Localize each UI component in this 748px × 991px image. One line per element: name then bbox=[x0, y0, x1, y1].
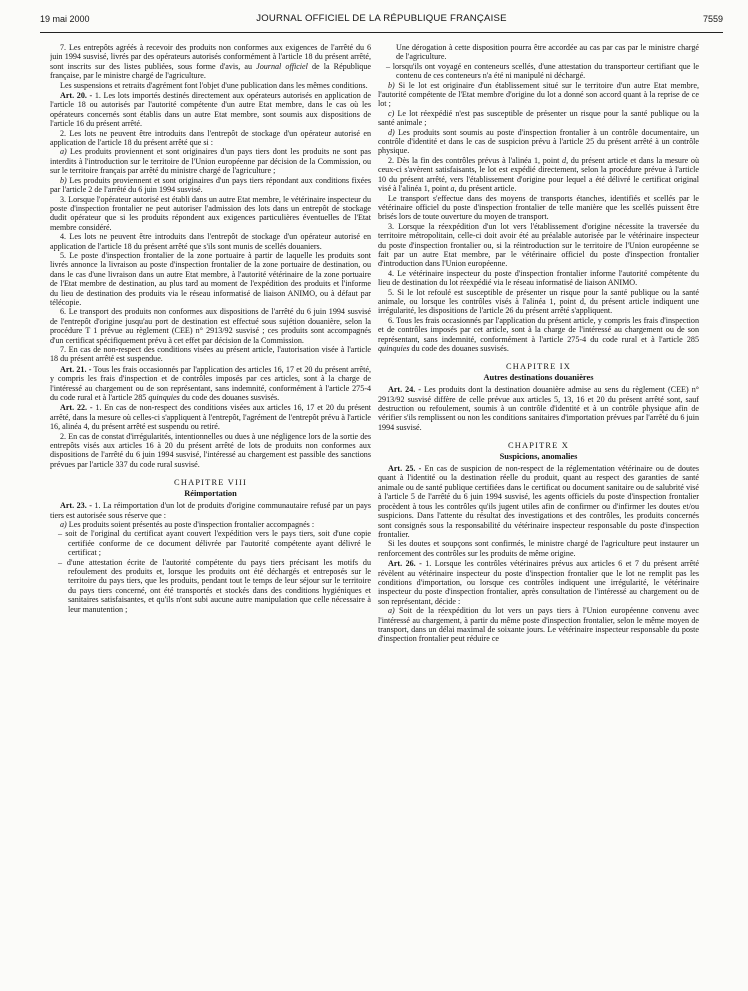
article-22: Art. 22. - 1. En cas de non-respect des conditions visées aux articles 16, 17 et 20 du présent arrêté, dans la mesure où celles-ci s'appliquent à l'entrepôt, l'agrément de l'entrepôt prévu à l'article 16, alinéa 4, du présent arrêté est suspendu ou retiré. bbox=[50, 403, 371, 432]
paragraph: b) Si le lot est originaire d'un établissement situé sur le territoire d'un autre Etat membre, l'autorité compétente de l'Etat membre d'origine du lot a donné son accord quant à la reprise de ce lot ; bbox=[378, 80, 699, 109]
page-header bbox=[40, 12, 723, 34]
paragraph: Si les doutes et soupçons sont confirmés, le ministre chargé de l'agriculture peut instaurer un renforcement des contrôles sur les produits de même origine. bbox=[378, 539, 699, 558]
paragraph: d) Les produits sont soumis au poste d'inspection frontalier à un contrôle documentaire, un contrôle d'identité et dans le cas de suspicion prévu à l'article 25 du présent arrêté à un contrôle physique. bbox=[378, 127, 699, 156]
chapter-heading: CHAPITRE VIII bbox=[174, 478, 247, 488]
article-24: Art. 24. - Les produits dont la destination douanière admise au sens du règlement (CEE) n° 2913/92 susvisé diffère de celle prévue aux articles 5, 13, 16 et 20 du présent arrêté sont, sauf destruction ou refoulement, soumis à un contrôle d'identité et à un contrôle physique afin de vérifier s'ils remplissent ou non les conditions sanitaires d'importation prévues par l'arrêté du 6 juin 1994 susvisé. bbox=[378, 385, 699, 432]
paragraph: a) Les produits soient présentés au poste d'inspection frontalier accompagnés : bbox=[60, 519, 315, 529]
paragraph: 7. En cas de non-respect des conditions visées au présent article, l'autorisation visée à l'article 18 du présent arrêté est suspendue. bbox=[50, 345, 371, 364]
list-item: – d'une attestation écrite de l'autorité compétente du pays tiers précisant les motifs du refoulement des produits et, lorsque les produits ont été déchargés et entreposés sur le territoire du pays tiers, que les produits, pendant tout le temps de leur séjour sur le territoire du pays tiers concerné, ont été transportés et stockés dans des conditions hygiéniques et sanitaires satisfaisantes, et qu'ils n'ont subi aucune autre manipulation que celle nécessaire à leur manutention ; bbox=[58, 557, 371, 614]
article-25: Art. 25. - En cas de suspicion de non-respect de la réglementation vétérinaire ou de doutes quant à l'identité ou la destination réelle du produit, quant au respect des garanties de santé animale ou de santé publique certifiées dans le certificat ou document sanitaire ou de salubrité visé à l'article 5 de l'arrêté du 6 juin 1994 susvisé, les agents officiels du poste d'inspection frontalier procèdent à tous les contrôles qu'ils jugent utiles afin de confirmer ou d'infirmer les doutes et/ou suspicions. Dans l'attente du résultat des investigations et des contrôles, les produits concernés sont consignés sous la responsabilité du vétérinaire inspecteur responsable du poste d'inspection frontalier. bbox=[378, 464, 699, 539]
chapter-heading: CHAPITRE IX bbox=[505, 362, 572, 372]
chapter-title: Suspicions, anomalies bbox=[499, 451, 578, 461]
paragraph: 6. Le transport des produits non conformes aux dispositions de l'arrêté du 6 juin 1994 susvisé de l'entrepôt d'origine jusqu'au port de destination est effectué sous sujétion douanière, selon la procédure T 1 prévue au règlement (CEE) n° 2913/92 susvisé ; ces produits sont accompagnés d'un certificat spécifiquement prévu à cet effet par décision de la Commission. bbox=[50, 307, 371, 345]
paragraph: a) Les produits proviennent et sont originaires d'un pays tiers dont les produits ne sont pas interdits à l'introduction sur le territoire de l'Union européenne par décision de la Commission, ou sur le territoire français par arrêté du ministre chargé de l'agriculture ; bbox=[50, 147, 371, 176]
article-label: Art. 24. - bbox=[388, 385, 421, 395]
article-label: Art. 23. - bbox=[60, 501, 92, 511]
article-21: Art. 21. - Tous les frais occasionnés par l'application des articles 16, 17 et 20 du présent arrêté, y compris les frais d'inspection et de contrôles imposés par ces articles, sont à la charge de l'intéressé au chargement ou de son représentant, sans indemnité, conformément à l'article 275-4 du code rural et à l'article 285 quinquies du code des douanes susvisés. bbox=[50, 364, 371, 403]
chapter-heading: CHAPITRE X bbox=[507, 441, 570, 451]
article-26: Art. 26. - 1. Lorsque les contrôles vétérinaires prévus aux articles 6 et 7 du présent arrêté révèlent au vétérinaire inspecteur du poste d'inspection frontalier que le lot ne remplit pas les conditions d'importation, ou lorsque ces contrôles indiquent une irrégularité, le vétérinaire inspecteur du poste d'inspection frontalier, après consultation de l'intéressé au chargement ou de son représentant, décide : bbox=[378, 559, 699, 606]
paragraph: Une dérogation à cette disposition pourra être accordée au cas par cas par le ministre chargé de l'agriculture. bbox=[396, 43, 699, 62]
chapter-title: Autres destinations douanières bbox=[483, 372, 594, 382]
paragraph: a) Soit de la réexpédition du lot vers un pays tiers à l'Union européenne convenu avec l'intéressé au chargement, à partir du même poste d'inspection frontalier, selon le même moyen de transport, dans un délai maximal de soixante jours. Le vétérinaire inspecteur responsable du poste d'inspection frontalier peut réduire ce bbox=[378, 606, 699, 644]
paragraph: 3. Lorsque l'opérateur autorisé est établi dans un autre Etat membre, le vétérinaire inspecteur du poste d'inspection frontalier ne peut autoriser l'admission des lots dans un entrepôt de stockage dudit opérateur que si les produits répondent aux exigences particulières éventuelles de l'Etat membre considéré. bbox=[50, 194, 371, 232]
paragraph: 6. Tous les frais occasionnés par l'application du présent article, y compris les frais d'inspection et de contrôles imposés par cet article, sont à la charge de l'intéressé au chargement ou de son représentant, sans indemnité, conformément à l'article 275-4 du code rural et à l'article 285 quinquies du code des douanes susvisés. bbox=[378, 315, 699, 353]
chapter-title: Réimportation bbox=[184, 488, 237, 498]
article-label: Art. 20. - bbox=[60, 91, 93, 101]
article-label: Art. 25. - bbox=[388, 464, 422, 474]
journal-title: JOURNAL OFFICIEL DE LA RÉPUBLIQUE FRANÇAISE bbox=[256, 13, 507, 24]
article-23: Art. 23. - 1. La réimportation d'un lot de produits d'origine communautaire refusé par un pays tiers est autorisée sous réserve que : bbox=[50, 501, 371, 520]
header-rule bbox=[40, 32, 723, 33]
paragraph: c) Le lot réexpédié n'est pas susceptible de présenter un risque pour la santé publique ou la santé animale ; bbox=[378, 108, 699, 128]
paragraph: 5. Si le lot refoulé est susceptible de présenter un risque pour la santé publique ou la santé animale, ou lorsque les contrôles visés à l'alinéa 1, point d, du présent article indiquent une irrégularité, les dispositions de l'article 26 du présent arrêté s'appliquent. bbox=[378, 287, 699, 316]
issue-date: 19 mai 2000 bbox=[40, 14, 90, 24]
paragraph: Les suspensions et retraits d'agrément font l'objet d'une publication dans les mêmes conditions. bbox=[60, 80, 368, 90]
list-item: – soit de l'original du certificat ayant couvert l'expédition vers le pays tiers, soit d'une copie certifiée conforme de ce document délivrée par l'autorité compétente ayant délivré le certificat ; bbox=[58, 529, 371, 558]
paragraph: 4. Le vétérinaire inspecteur du poste d'inspection frontalier informe l'autorité compétente du lieu de destination du lot réexpédié via le réseau informatisé de liaison ANIMO. bbox=[378, 268, 699, 288]
right-column bbox=[378, 43, 699, 991]
paragraph: 2. Les lots ne peuvent être introduits dans l'entrepôt de stockage d'un opérateur autorisé en application de l'article 18 du présent arrêté que si : bbox=[50, 128, 371, 148]
article-20: Art. 20. - 1. Les lots importés destinés directement aux opérateurs autorisés en application de l'article 18 ou autorisés par l'autorité compétente d'un autre Etat membre, dans le cas où les opérateurs concernés sont établis dans un autre Etat membre, sont soumis aux dispositions de l'article 16 du présent arrêté. bbox=[50, 91, 371, 129]
paragraph: b) Les produits proviennent et sont originaires d'un pays tiers répondant aux conditions fixées par l'article 2 de l'arrêté du 6 juin 1994 susvisé. bbox=[50, 175, 371, 195]
paragraph: 3. Lorsque la réexpédition d'un lot vers l'établissement d'origine nécessite la traversée du territoire métropolitain, celle-ci doit avoir été au préalable autorisée par le vétérinaire inspecteur du poste d'inspection frontalier ou, si la réintroduction sur le territoire de l'Union européenne se fait par un autre Etat membre, par le vétérinaire officiel du poste d'inspection frontalier d'introduction dans l'Union européenne. bbox=[378, 221, 699, 269]
paragraph: 7. Les entrepôts agréés à recevoir des produits non conformes aux exigences de l'arrêté du 6 juin 1994 susvisé, livrés par des opérateurs autorisés conformément à l'article 18 du présent arrêté, sont inscrits sur des listes publiées, sous forme d'avis, au Journal officiel de la République française, par le ministre chargé de l'agriculture. bbox=[50, 43, 371, 81]
paragraph: 5. Le poste d'inspection frontalier de la zone portuaire à partir de laquelle les produits sont livrés annonce la livraison au poste d'inspection frontalier de la zone portuaire de destination, ou dans le cas d'une livraison dans un autre Etat membre, à l'autorité vétérinaire de la zone portuaire de l'Etat membre de destination, au plus tard au moment de l'expédition des produits et l'informe du lieu de destination des produits via le réseau informatisé de liaison ANIMO, ou à défaut par télécopie. bbox=[50, 250, 371, 307]
page-number: 7559 bbox=[702, 14, 723, 24]
left-column bbox=[50, 43, 371, 883]
paragraph: Le transport s'effectue dans des moyens de transports étanches, identifiés et scellés par le vétérinaire officiel du poste d'inspection frontalier de telle manière que les scellés puissent être brisés lors de toute ouverture du moyen de transport. bbox=[378, 193, 699, 222]
paragraph: 2. En cas de constat d'irrégularités, intentionnelles ou dues à une négligence lors de la sortie des entrepôts visés aux articles 16 à 20 du présent arrêté de lots de produits non conformes aux dispositions de l'arrêté du 6 juin 1994 susvisé, l'intéressé au chargement est passible des sanctions prévues par l'article 337 du code rural susvisé. bbox=[50, 431, 371, 469]
article-label: Art. 26. - bbox=[388, 559, 422, 569]
paragraph: 2. Dès la fin des contrôles prévus à l'alinéa 1, point d, du présent article et dans la mesure où ceux-ci s'avèrent satisfaisants, le lot est expédié directement, selon la procédure prévue à l'article 10 du présent arrêté, vers l'établissement d'origine pour lequel a été délivré le certificat original visé à l'alinéa 1, point a, du présent article. bbox=[378, 155, 699, 194]
article-label: Art. 21. - bbox=[60, 364, 92, 374]
paragraph: 4. Les lots ne peuvent être introduits dans l'entrepôt de stockage d'un opérateur autorisé en application de l'article 18 du présent arrêté que s'ils sont munis de scellés douaniers. bbox=[50, 232, 371, 251]
list-item: – lorsqu'ils ont voyagé en conteneurs scellés, d'une attestation du transporteur certifiant que le contenu de ces conteneurs n'a été ni manipulé ni déchargé. bbox=[386, 61, 699, 81]
article-label: Art. 22. - bbox=[60, 403, 93, 413]
